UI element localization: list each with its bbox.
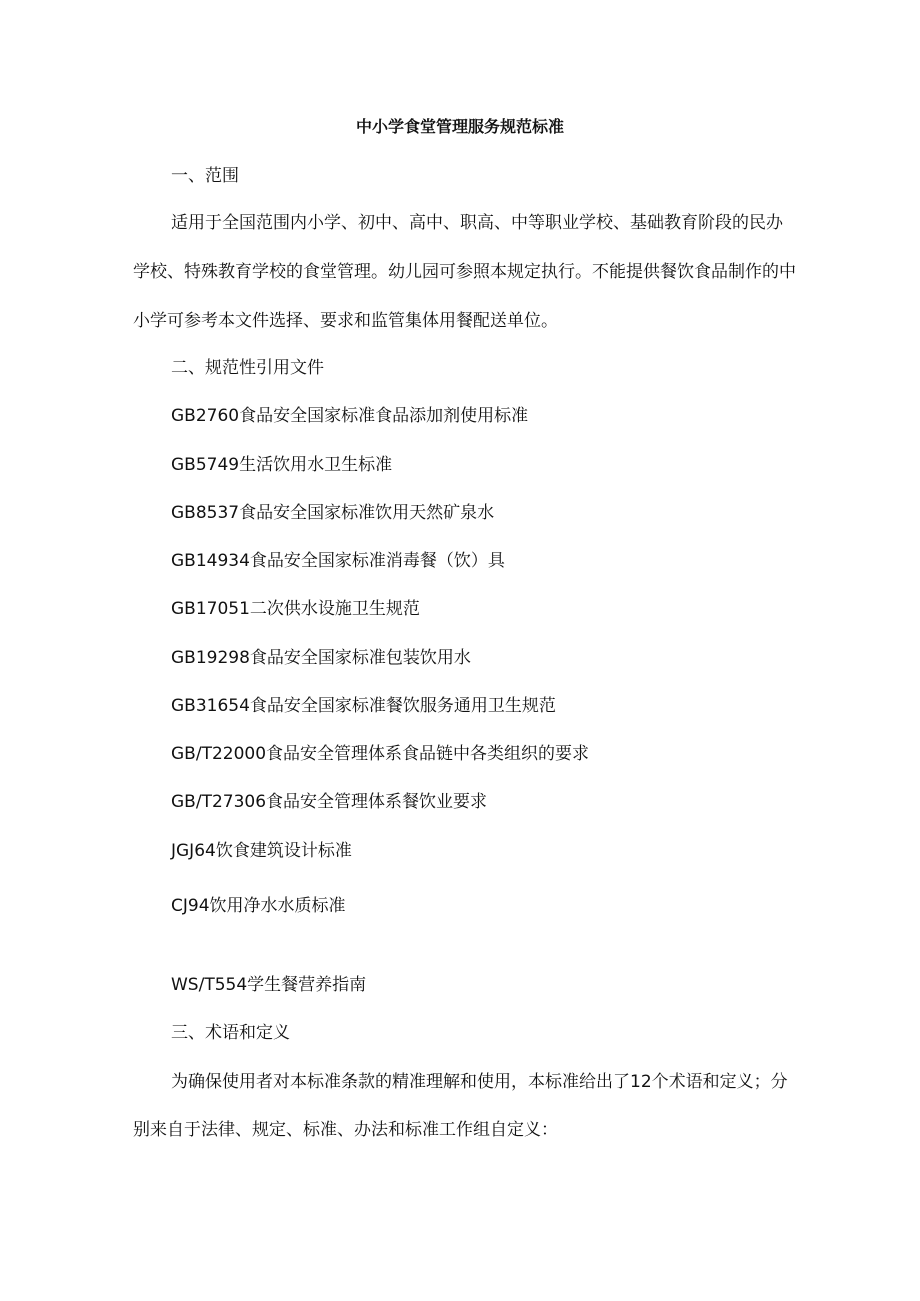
section-3-heading: 三、术语和定义	[171, 1023, 290, 1043]
reference-item: CJ94饮用净水水质标准	[171, 896, 346, 916]
section-3-paragraph-line: 为确保使用者对本标准条款的精准理解和使用，本标准给出了12个术语和定义；分	[171, 1072, 788, 1092]
section-1-heading: 一、范围	[171, 166, 239, 186]
section-1-paragraph-line: 学校、特殊教育学校的食堂管理。幼儿园可参照本规定执行。不能提供餐饮食品制作的中	[133, 262, 796, 282]
reference-item: GB5749生活饮用水卫生标准	[171, 455, 393, 475]
reference-item: GB/T22000食品安全管理体系食品链中各类组织的要求	[171, 744, 590, 764]
document-title: 中小学食堂管理服务规范标准	[355, 117, 564, 136]
reference-item: GB14934食品安全国家标准消毒餐（饮）具	[171, 551, 505, 571]
section-3-paragraph-line: 别来自于法律、规定、标准、办法和标准工作组自定义：	[133, 1120, 558, 1140]
reference-item: GB31654食品安全国家标准餐饮服务通用卫生规范	[171, 696, 556, 716]
section-1-paragraph-line: 小学可参考本文件选择、要求和监管集体用餐配送单位。	[133, 311, 558, 331]
reference-item: GB/T27306食品安全管理体系餐饮业要求	[171, 792, 488, 812]
reference-item: JGJ64饮食建筑设计标准	[171, 841, 352, 861]
reference-item: GB19298食品安全国家标准包装饮用水	[171, 648, 471, 668]
reference-item: GB2760食品安全国家标准食品添加剂使用标准	[171, 406, 529, 426]
reference-item: WS/T554学生餐营养指南	[171, 975, 367, 995]
reference-item: GB17051二次供水设施卫生规范	[171, 599, 420, 619]
section-2-heading: 二、规范性引用文件	[171, 358, 324, 378]
reference-item: GB8537食品安全国家标准饮用天然矿泉水	[171, 503, 495, 523]
section-1-paragraph-line: 适用于全国范围内小学、初中、高中、职高、中等职业学校、基础教育阶段的民办	[171, 213, 783, 233]
